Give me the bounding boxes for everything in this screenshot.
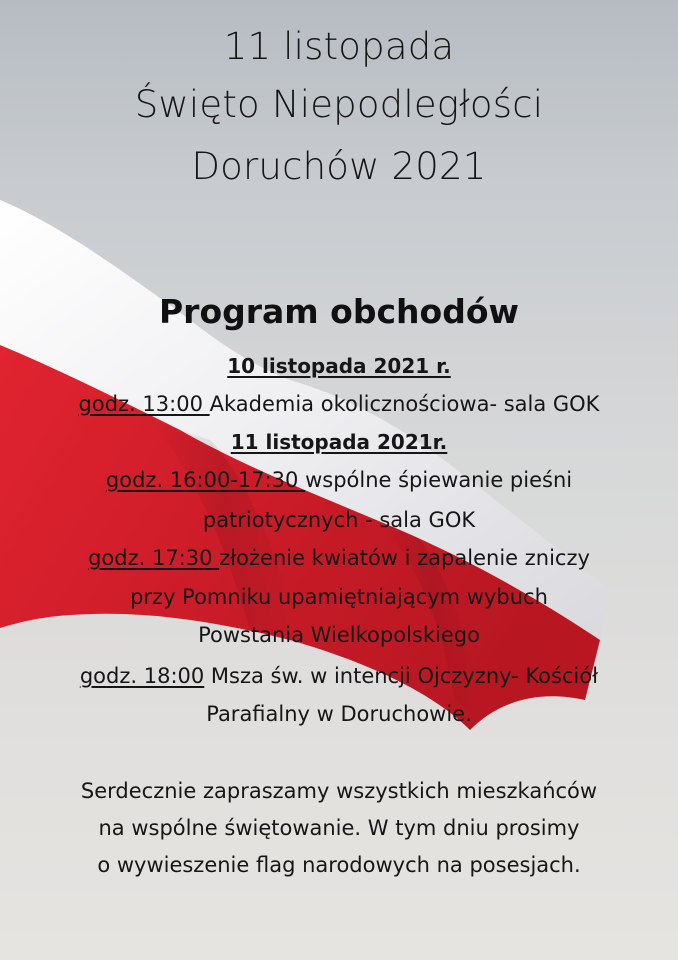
event-flowers-text: złożenie kwiatów i zapalenie zniczy <box>219 546 590 570</box>
day1-event-line <box>0 390 678 418</box>
event-mass-time: godz. 18:00 <box>79 664 205 688</box>
event-singing-text: wspólne śpiewanie pieśni <box>305 468 573 492</box>
event-flowers-time: godz. 17:30 <box>88 546 220 570</box>
event-mass-line <box>0 662 678 690</box>
invitation-line-2: na wspólne świętowanie. W tym dniu prosimy <box>98 816 580 840</box>
event-mass-cont: Parafialny w Doruchowie. <box>206 702 472 726</box>
day1-event-time: godz. 13:00 <box>78 392 210 416</box>
day1-date <box>0 352 678 380</box>
header-holiday: Święto Niepodległości <box>134 83 544 126</box>
program-title: Program obchodów <box>159 292 519 331</box>
header-date: 11 listopada <box>223 25 455 68</box>
day1-date-text: 10 listopada 2021 r. <box>227 354 451 378</box>
event-flowers-cont2: Powstania Wielkopolskiego <box>198 623 480 647</box>
event-singing-cont: patriotycznych - sala GOK <box>202 508 476 532</box>
day2-date <box>0 428 678 456</box>
event-mass-text: Msza św. w intencji Ojczyzny- Kościół <box>204 664 599 688</box>
day1-event-text: Akademia okolicznościowa- sala GOK <box>209 392 600 416</box>
event-singing-line <box>0 466 678 494</box>
event-singing-time: godz. 16:00-17:30 <box>105 468 306 492</box>
header-location-year: Doruchów 2021 <box>191 145 487 188</box>
day2-date-text: 11 listopada 2021r. <box>230 430 448 454</box>
event-flowers-line <box>0 544 678 572</box>
invitation-line-1: Serdecznie zapraszamy wszystkich mieszkańców <box>80 779 598 803</box>
event-flowers-cont: przy Pomniku upamiętniającym wybuch <box>130 585 548 609</box>
invitation-line-3: o wywieszenie flag narodowych na posesjach. <box>97 853 581 877</box>
